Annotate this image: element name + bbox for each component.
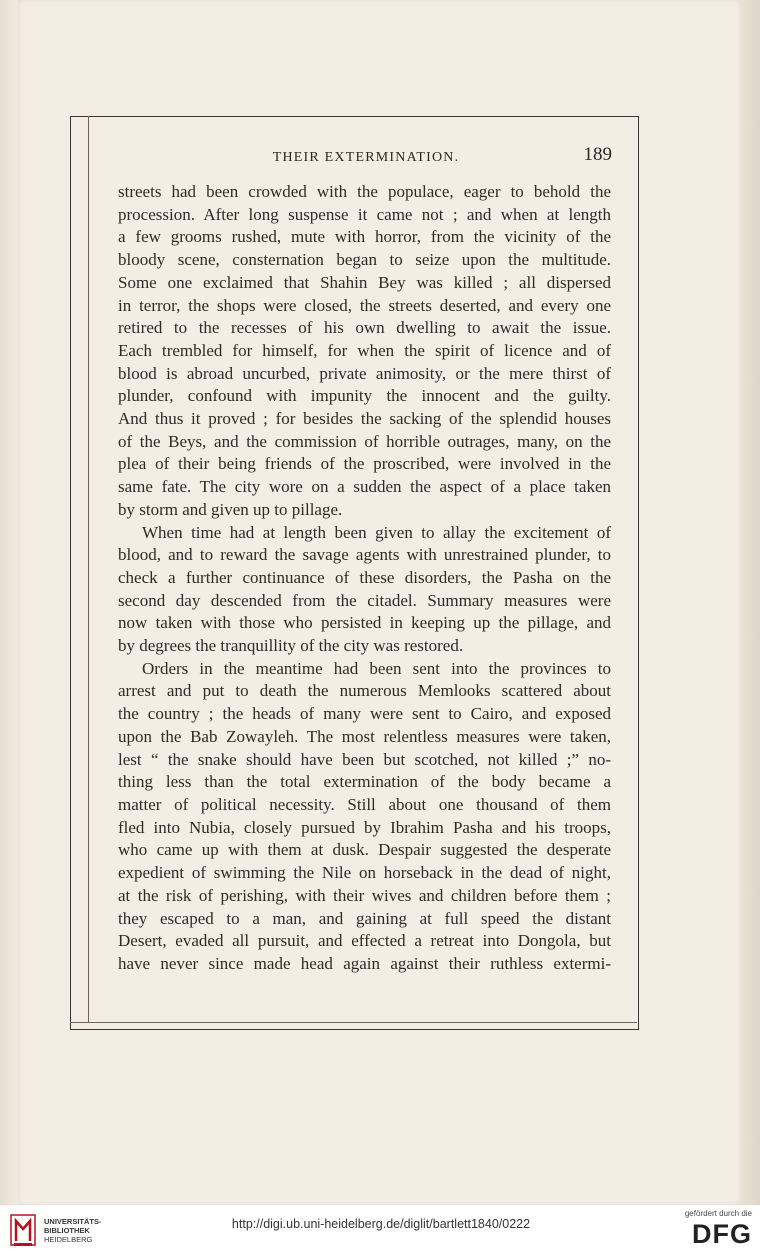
text-line: have never since made head again against their ruthless extermi-	[118, 953, 611, 973]
funded-by-caption: gefördert durch die	[684, 1209, 752, 1218]
text-line: the country ; the heads of many were sent to Cairo, and exposed	[118, 704, 611, 724]
text-line: procession. After long suspense it came not ; and when at length	[118, 204, 611, 224]
text-line: And thus it proved ; for besides the sacking of the splendid houses	[118, 409, 611, 429]
text-line: by storm and given up to pillage.	[118, 499, 343, 519]
text-line: expedient of swimming the Nile on horseback in the dead of night,	[118, 863, 611, 883]
text-line: same fate. The city wore on a sudden the aspect of a place taken	[118, 477, 611, 497]
page-border-inner-left	[88, 116, 89, 1022]
text-line: in terror, the shops were closed, the streets deserted, and every one	[118, 295, 611, 315]
text-line: second day descended from the citadel. Summary measures were	[118, 590, 611, 610]
text-line: upon the Bab Zowayleh. The most relentless measures were taken,	[118, 726, 611, 746]
text-line: plea of their being friends of the proscribed, were involved in the	[118, 454, 611, 474]
text-line: at the risk of perishing, with their wives and children before them ;	[118, 885, 611, 905]
text-line: Each trembled for himself, for when the spirit of licence and of	[118, 340, 611, 360]
text-line: by degrees the tranquillity of the city was restored.	[118, 636, 464, 656]
text-line: of the Beys, and the commission of horrible outrages, many, on the	[118, 431, 611, 451]
text-line: thing less than the total extermination of the body became a	[118, 772, 611, 792]
library-name-line2: BIBLIOTHEK	[44, 1226, 90, 1235]
page-gutter-left	[0, 0, 18, 1205]
dfg-logo: DFG	[692, 1219, 752, 1249]
viewer-footer	[0, 1205, 760, 1257]
library-name-line3: HEIDELBERG	[44, 1235, 93, 1244]
text-line: they escaped to a man, and gaining at full speed the distant	[118, 908, 611, 928]
page-border-inner-bottom	[70, 1022, 637, 1023]
text-line: Desert, evaded all pursuit, and effected a retreat into Dongola, but	[118, 931, 611, 951]
page-gutter-right	[740, 0, 760, 1205]
page-number: 189	[583, 144, 612, 165]
library-name	[44, 1217, 102, 1244]
text-line: streets had been crowded with the populace, eager to behold the	[118, 182, 611, 201]
library-name-line1: UNIVERSITÄTS-	[44, 1217, 102, 1226]
text-line: Some one exclaimed that Shahin Bey was killed ; all dispersed	[118, 272, 611, 292]
text-line: plunder, confound with impunity the innocent and the guilty.	[118, 386, 611, 406]
text-line: bloody scene, consternation began to seize upon the multitude.	[118, 250, 611, 270]
text-line: retired to the recesses of his own dwelling to await the issue.	[118, 318, 611, 338]
text-line: arrest and put to death the numerous Memlooks scattered about	[118, 681, 611, 701]
text-line: who came up with them at dusk. Despair suggested the desperate	[118, 840, 611, 860]
text-line: check a further continuance of these disorders, the Pasha on the	[118, 567, 611, 587]
text-line: blood is abroad uncurbed, private animosity, or the mere thirst of	[118, 363, 611, 383]
body-text	[118, 181, 611, 976]
permalink-url[interactable]: http://digi.ub.uni-heidelberg.de/diglit/bartlett1840/0222	[231, 1217, 531, 1231]
text-line: a few grooms rushed, mute with horror, from the vicinity of the	[118, 227, 611, 247]
library-emblem-icon	[8, 1211, 38, 1251]
running-head	[120, 144, 612, 174]
text-line: When time had at length been given to allay the excitement of	[142, 522, 611, 542]
text-line: fled into Nubia, closely pursued by Ibrahim Pasha and his troops,	[118, 817, 611, 837]
text-line: now taken with those who persisted in keeping up the pillage, and	[118, 613, 611, 633]
text-line: matter of political necessity. Still about one thousand of them	[118, 794, 611, 814]
library-logo[interactable]	[8, 1211, 178, 1251]
text-line: Orders in the meantime had been sent into the provinces to	[142, 658, 611, 678]
running-title: THEIR EXTERMINATION.	[272, 150, 460, 165]
text-line: blood, and to reward the savage agents with unrestrained plunder, to	[118, 545, 611, 565]
funder-block[interactable]	[670, 1209, 752, 1255]
text-line: lest “ the snake should have been but scotched, not killed ;” no-	[118, 749, 611, 769]
